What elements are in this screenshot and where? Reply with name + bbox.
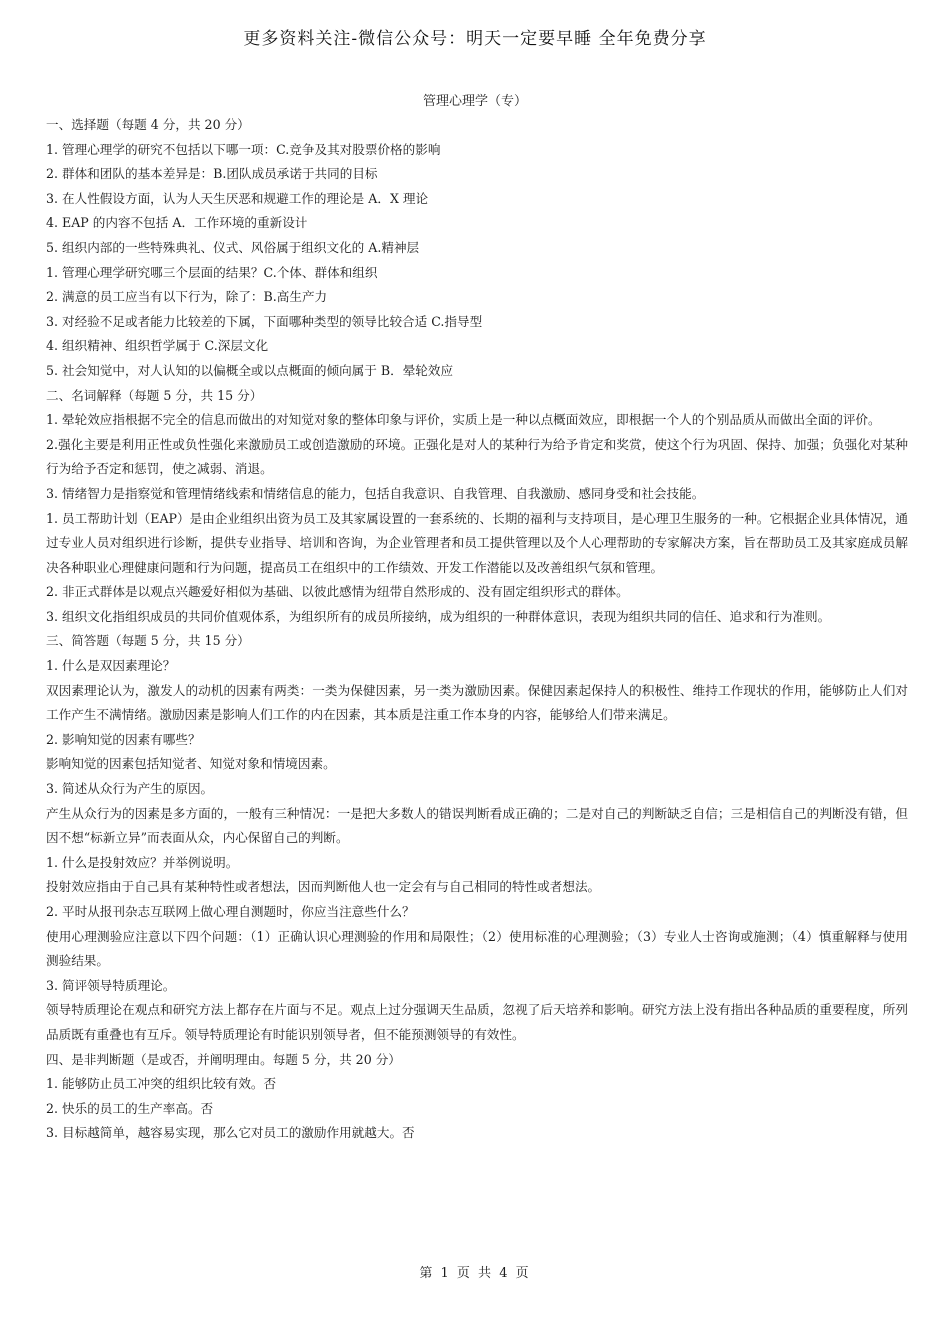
choice-item: 5. 组织内部的一些特殊典礼、仪式、风俗属于组织文化的 A.精神层 <box>46 239 420 255</box>
section-heading-judgement: 四、是非判断题（是或否，并阐明理由。每题 5 分，共 20 分） <box>46 1051 401 1067</box>
choice-item: 4. EAP 的内容不包括 A．工作环境的重新设计 <box>46 215 308 231</box>
choice-item: 1. 管理心理学研究哪三个层面的结果？C.个体、群体和组织 <box>46 264 378 280</box>
judgement-item: 1. 能够防止员工冲突的组织比较有效。否 <box>46 1076 277 1092</box>
short-question: 1. 什么是双因素理论？ <box>46 658 176 674</box>
choice-item: 4. 组织精神、组织哲学属于 C.深层文化 <box>46 338 269 354</box>
term-item: 3. 情绪智力是指察觉和管理情绪线索和情绪信息的能力，包括自我意识、自我管理、自我激励、感同身受和社会技能。 <box>46 485 705 501</box>
section-heading-short-answer: 三、简答题（每题 5 分，共 15 分） <box>46 633 250 649</box>
choice-item: 2. 满意的员工应当有以下行为，除了：B.高生产力 <box>46 289 328 305</box>
short-answer: 产生从众行为的因素是多方面的，一般有三种情况：一是把大多数人的错误判断看成正确的；二是对自己的判断缺乏自信；三是相信自己的判断没有错，但因不想“标新立异”而表面从众，内心保留自己的判断。 <box>46 805 908 846</box>
choice-item: 1. 管理心理学的研究不包括以下哪一项：C.竞争及其对股票价格的影响 <box>46 141 441 157</box>
short-answer: 使用心理测验应注意以下四个问题：（1）正确认识心理测验的作用和局限性；（2）使用标准的心理测验；（3）专业人士咨询或施测；（4）慎重解释与使用测验结果。 <box>46 928 908 969</box>
choice-item: 5. 社会知觉中，对人认知的以偏概全或以点概面的倾向属于 B．晕轮效应 <box>46 362 454 378</box>
short-question: 1. 什么是投射效应？并举例说明。 <box>46 854 239 870</box>
term-item: 2. 非正式群体是以观点兴趣爱好相似为基础、以彼此感情为纽带自然形成的、没有固定组织形式的群体。 <box>46 584 629 600</box>
short-answer: 投射效应指由于自己具有某种特性或者想法，因而判断他人也一定会有与自己相同的特性或者想法。 <box>46 879 601 895</box>
short-answer: 双因素理论认为，激发人的动机的因素有两类：一类为保健因素，另一类为激励因素。保健因素起保持人的积极性、维持工作现状的作用，能够防止人们对工作产生不满情绪。激励因素是影响人们工作的内在因素，其本质是注重工作本身的内容，能够给人们带来满足。 <box>46 682 908 723</box>
term-item: 1. 晕轮效应指根据不完全的信息而做出的对知觉对象的整体印象与评价，实质上是一种以点概面效应，即根据一个人的个别品质从而做出全面的评价。 <box>46 412 881 428</box>
document-title: 管理心理学（专） <box>422 94 527 109</box>
page-indicator: 第 1 页 共 4 页 <box>419 1266 531 1281</box>
short-answer: 影响知觉的因素包括知觉者、知觉对象和情境因素。 <box>46 756 336 772</box>
document-body <box>46 113 908 1146</box>
term-item: 1. 员工帮助计划（EAP）是由企业组织出资为员工及其家属设置的一套系统的、长期的福利与支持项目，是心理卫生服务的一种。它根据企业具体情况，通过专业人员对组织进行诊断，提供专业指导、培训和咨询，为企业管理者和员工提供管理以及个人心理帮助的专家解决方案，旨在帮助员工及其家庭成员解决各种职业心理健康问题和行为问题，提高员工在组织中的工作绩效、开发工作潜能以及改善组织气氛和管理。 <box>46 510 908 575</box>
short-question: 3. 简评领导特质理论。 <box>46 977 176 993</box>
choice-item: 2. 群体和团队的基本差异是：B.团队成员承诺于共同的目标 <box>46 166 378 182</box>
short-question: 3. 简述从众行为产生的原因。 <box>46 781 214 797</box>
section-heading-choice: 一、选择题（每题 4 分，共 20 分） <box>46 117 250 132</box>
choice-item: 3. 在人性假设方面，认为人天生厌恶和规避工作的理论是 A．X 理论 <box>46 190 429 206</box>
judgement-item: 3. 目标越简单，越容易实现，那么它对员工的激励作用就越大。否 <box>46 1125 415 1141</box>
short-question: 2. 平时从报刊杂志互联网上做心理自测题时，你应当注意些什么？ <box>46 904 415 919</box>
header-banner: 更多资料关注-微信公众号：明天一定要早睡 全年免费分享 <box>243 29 707 49</box>
section-heading-terms: 二、名词解释（每题 5 分，共 15 分） <box>46 387 263 403</box>
judgement-item: 2. 快乐的员工的生产率高。否 <box>46 1100 214 1116</box>
short-answer: 领导特质理论在观点和研究方法上都存在片面与不足。观点上过分强调天生品质，忽视了后天培养和影响。研究方法上没有指出各种品质的重要程度，所列品质既有重叠也有互斥。领导特质理论有时能识别领导者，但不能预测领导的有效性。 <box>46 1002 908 1042</box>
choice-item: 3. 对经验不足或者能力比较差的下属，下面哪种类型的领导比较合适 C.指导型 <box>46 313 483 329</box>
term-item: 2.强化主要是利用正性或负性强化来激励员工或创造激励的环境。正强化是对人的某种行为给予肯定和奖赏，使这个行为巩固、保持、加强；负强化对某种行为给予否定和惩罚，使之减弱、消退。 <box>46 436 908 477</box>
short-question: 2. 影响知觉的因素有哪些？ <box>46 731 201 747</box>
term-item: 3. 组织文化指组织成员的共同价值观体系，为组织所有的成员所接纳，成为组织的一种群体意识，表现为组织共同的信任、追求和行为准则。 <box>46 608 831 624</box>
